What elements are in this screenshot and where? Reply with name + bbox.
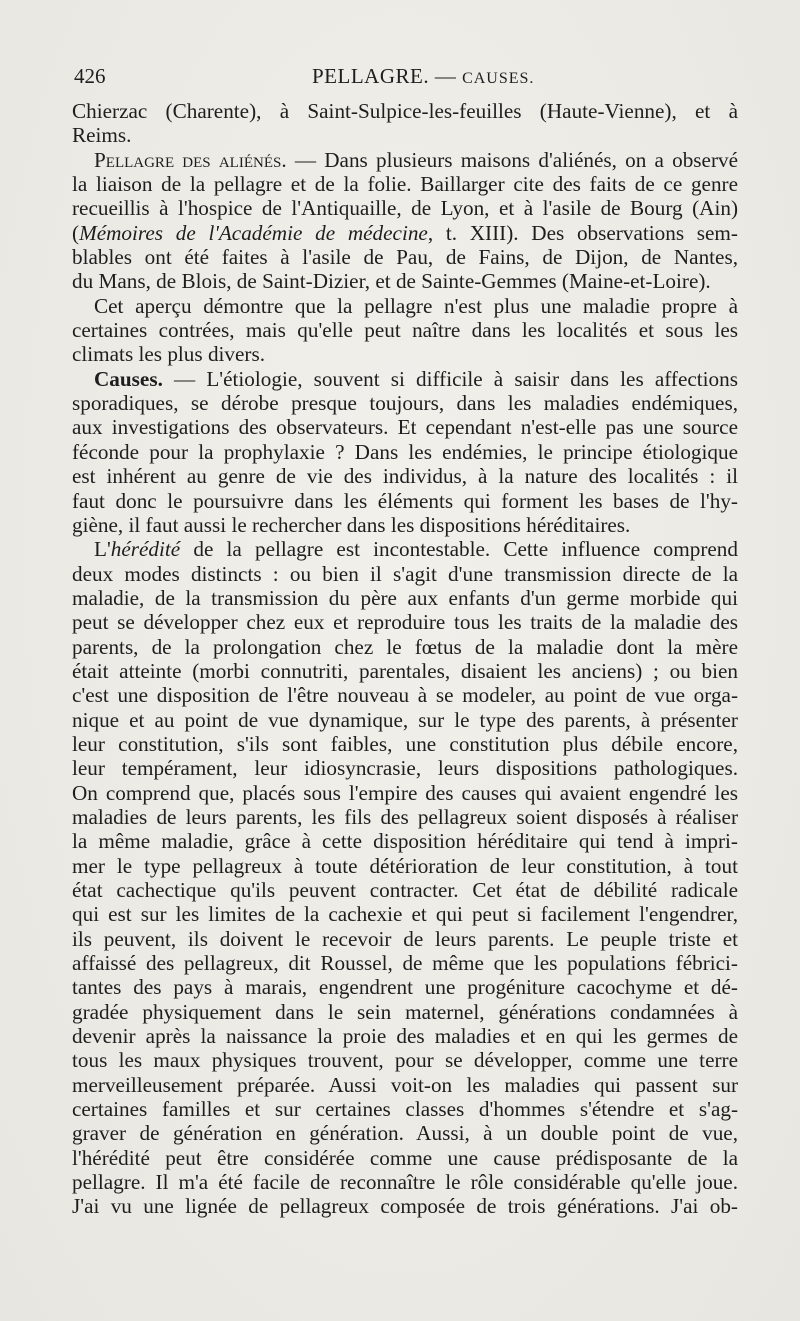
- text-line: Causes. — L'étiologie, souvent si difficile à saisir dans les affections: [94, 366, 738, 391]
- citation-title: Mémoires de l'Académie de médecine: [79, 220, 428, 245]
- text-line: l'hérédité peut être considérée comme une cause prédisposante de la: [72, 1145, 738, 1170]
- page-number: 426: [74, 64, 106, 88]
- text-line: du Mans, de Blois, de Saint-Dizier, et de Sainte-Gemmes (Maine-et-Loire).: [72, 269, 711, 294]
- header-title: PELLAGRE. — CAUSES.: [312, 64, 535, 88]
- text-line: certaines contrées, mais qu'elle peut naître dans les localités et sous les: [72, 318, 738, 343]
- text-line: pellagre. Il m'a été facile de reconnaître le rôle considérable qu'elle joue.: [72, 1170, 738, 1195]
- text-line: tantes des pays à marais, engendrent une progéniture cacochyme et dé-: [72, 975, 738, 1000]
- text-line: peut se développer chez eux et reproduire tous les traits de la maladie des: [72, 610, 738, 635]
- text-line: faut donc le poursuivre dans les éléments qui forment les bases de l'hy-: [72, 488, 738, 513]
- text-line: maladies de leurs parents, les fils des pellagreux soient disposés à réaliser: [72, 804, 738, 829]
- text-line: nique et au point de vue dynamique, sur le type des parents, à présenter: [72, 707, 738, 732]
- text-line: état cachectique qu'ils peuvent contracter. Cet état de débilité radicale: [72, 878, 738, 902]
- text-line: L'hérédité de la pellagre est incontestable. Cette influence comprend: [94, 537, 738, 562]
- text-line: qui est sur les limites de la cachexie et qui peut si facilement l'engendrer,: [72, 902, 738, 927]
- text-line: merveilleusement préparée. Aussi voit-on les maladies qui passent sur: [72, 1072, 738, 1097]
- text-line: tous les maux physiques trouvent, pour se développer, comme une terre: [72, 1048, 738, 1073]
- text-line: giène, il faut aussi le rechercher dans les dispositions héréditaires.: [72, 512, 631, 537]
- text-line: ils peuvent, ils doivent le recevoir de leurs parents. Le peuple triste et: [72, 926, 738, 951]
- running-header: [74, 64, 738, 94]
- text-line: affaissé des pellagreux, dit Roussel, de même que les populations fébrici-: [72, 951, 738, 976]
- section-lead: Causes.: [94, 366, 163, 391]
- text-line: Reims.: [72, 123, 132, 148]
- text-line: certaines familles et sur certaines classes d'hommes s'étendre et s'ag-: [72, 1097, 738, 1122]
- text-line: la même maladie, grâce à cette disposition héréditaire qui tend à impri-: [72, 829, 738, 854]
- text-line: blables ont été faites à l'asile de Pau, de Fains, de Dijon, de Nantes,: [72, 245, 738, 270]
- text-line: recueillis à l'hospice de l'Antiquaille, de Lyon, et à l'asile de Bourg (Ain): [72, 196, 738, 221]
- text-line: Chierzac (Charente), à Saint-Sulpice-les-feuilles (Haute-Vienne), et à: [72, 99, 738, 123]
- text-line: mer le type pellagreux à toute détérioration de leur constitution, à tout: [72, 853, 738, 878]
- text-line: sporadiques, se dérobe presque toujours, dans les maladies endémiques,: [72, 391, 738, 416]
- text-line: la liaison de la pellagre et de la folie. Baillarger cite des faits de ce genre: [72, 172, 738, 197]
- header-subtitle: CAUSES.: [462, 70, 535, 87]
- body-text: [72, 99, 738, 1219]
- text-line: J'ai vu une lignée de pellagreux composée de trois générations. J'ai ob-: [72, 1194, 738, 1219]
- text-line: gradée physiquement dans le sein maternel, générations condamnées à: [72, 999, 738, 1024]
- section-lead: Pellagre des aliénés.: [94, 147, 287, 172]
- text-line: climats les plus divers.: [72, 342, 266, 367]
- text-line: leur tempérament, leur idiosyncrasie, leurs dispositions pathologiques.: [72, 756, 738, 781]
- text-line: parents, de la prolongation chez le fœtus de la maladie dont la mère: [72, 634, 738, 659]
- text-line: (Mémoires de l'Académie de médecine, t. XIII). Des observations sem-: [72, 220, 738, 245]
- text-line: Pellagre des aliénés. — Dans plusieurs maisons d'aliénés, on a observé: [94, 147, 738, 172]
- text-line: était atteinte (morbi connutriti, parentales, disaient les anciens) ; ou bien: [72, 658, 738, 683]
- text-line: devenir après la naissance la proie des maladies et en qui les germes de: [72, 1024, 738, 1049]
- text-line: leur constitution, s'ils sont faibles, une constitution plus débile encore,: [72, 731, 738, 756]
- text-line: Cet aperçu démontre que la pellagre n'est plus une maladie propre à: [94, 293, 738, 318]
- text-line: graver de génération en génération. Aussi, à un double point de vue,: [72, 1121, 738, 1146]
- text-line: féconde pour la prophylaxie ? Dans les endémies, le principe étiologique: [72, 439, 738, 464]
- text-line: deux modes distincts : ou bien il s'agit d'une transmission directe de la: [72, 561, 738, 586]
- text-line: aux investigations des observateurs. Et cependant n'est-elle pas une source: [72, 415, 738, 440]
- emphasis: hérédité: [110, 537, 181, 562]
- text-line: maladie, de la transmission du père aux enfants d'un germe morbide qui: [72, 585, 738, 610]
- text-line: est inhérent au genre de vie des individus, à la nature des localités : il: [72, 464, 738, 489]
- text-line: On comprend que, placés sous l'empire des causes qui avaient engendré les: [72, 780, 738, 805]
- text-line: c'est une disposition de l'être nouveau à se modeler, au point de vue orga-: [72, 683, 738, 708]
